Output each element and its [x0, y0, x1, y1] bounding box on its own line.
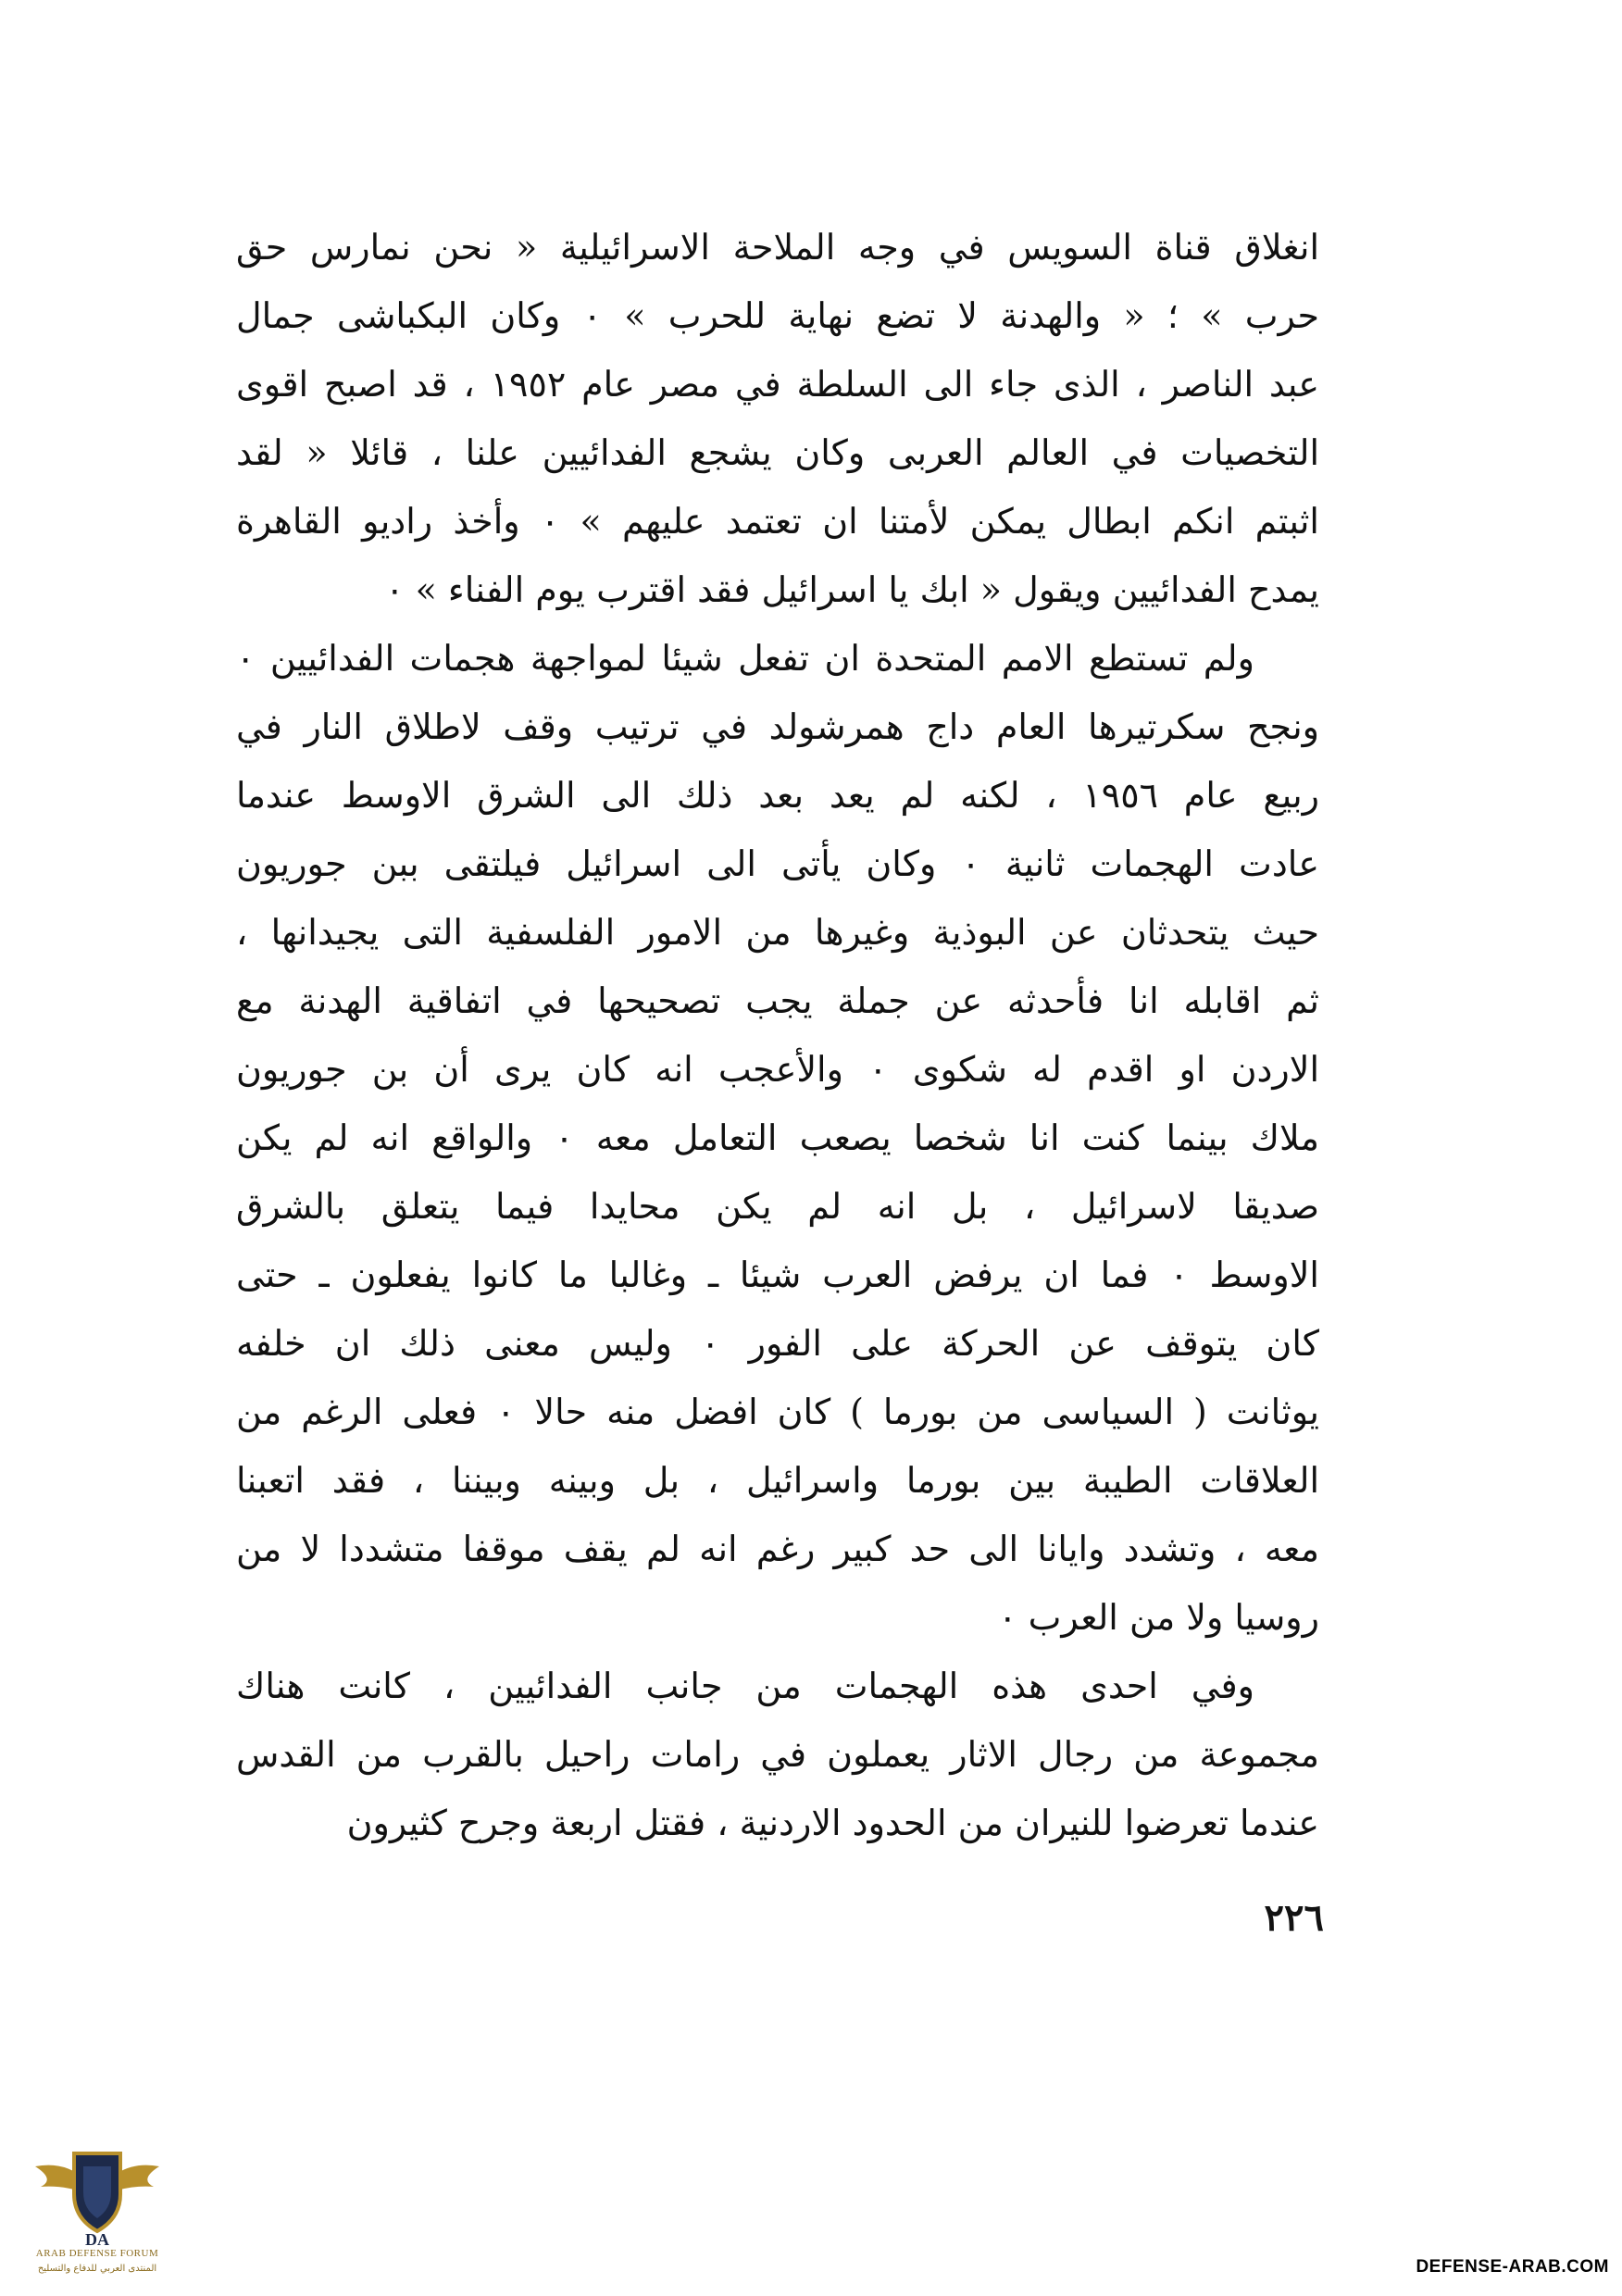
text-line: الاوسط ٠ فما ان يرفض العرب شيئا ـ وغالبا ما كانوا يفعلون ـ حتى [236, 1254, 1319, 1295]
paragraph [236, 1652, 1319, 1857]
footer-url[interactable]: DEFENSE-ARAB.COM [1416, 2257, 1609, 2277]
logo-arabic: المنتدى العربي للدفاع والتسليح [37, 2264, 157, 2274]
text-line: حرب » ؛ « والهدنة لا تضع نهاية للحرب » ٠ وكان البكباشى جمال [236, 295, 1319, 336]
text-line: اثبتم انكم ابطال يمكن لأمتنا ان تعتمد عليهم » ٠ وأخذ راديو القاهرة [236, 501, 1319, 542]
text-line: عندما تعرضوا للنيران من الحدود الاردنية ، فقتل اربعة وجرح كثيرون [346, 1803, 1319, 1843]
text-line: ربيع عام ١٩٥٦ ، لكنه لم يعد بعد ذلك الى الشرق الاوسط عندما [236, 775, 1319, 816]
logo-monogram: DA [85, 2230, 109, 2249]
text-line: ملاك بينما كنت انا شخصا يصعب التعامل معه ٠ والواقع انه لم يكن [236, 1117, 1319, 1158]
text-line: ونجح سكرتيرها العام داج همرشولد في ترتيب وقف لاطلاق النار في [236, 706, 1319, 747]
page-number: ٢٢٦ [1264, 1896, 1324, 1940]
logo-title: ARAB DEFENSE FORUM [35, 2248, 159, 2259]
text-line: يمدح الفدائيين ويقول « ابك يا اسرائيل فقد اقترب يوم الفناء » ٠ [385, 569, 1319, 610]
text-line: صديقا لاسرائيل ، بل انه لم يكن محايدا فيما يتعلق بالشرق [236, 1186, 1319, 1227]
forum-logo [28, 2129, 167, 2287]
text-line: روسيا ولا من العرب ٠ [998, 1597, 1319, 1638]
text-line: عبد الناصر ، الذى جاء الى السلطة في مصر عام ١٩٥٢ ، قد اصبح اقوى [236, 364, 1320, 405]
text-line: التخصيات في العالم العربى وكان يشجع الفدائيين علنا ، قائلا « لقد [236, 432, 1319, 473]
text-line: يوثانت ( السياسى من بورما ) كان افضل منه حالا ٠ فعلى الرغم من [236, 1391, 1319, 1432]
text-line: ولم تستطع الامم المتحدة ان تفعل شيئا لمواجهة هجمات الفدائيين ٠ [236, 638, 1254, 679]
text-line: عادت الهجمات ثانية ٠ وكان يأتى الى اسرائيل فيلتقى ببن جوريون [236, 843, 1319, 884]
paragraph [236, 624, 1319, 1652]
paragraph [236, 213, 1319, 624]
text-line: حيث يتحدثان عن البوذية وغيرها من الامور الفلسفية التى يجيدانها ، [236, 912, 1319, 953]
eagle-shield-icon [28, 2129, 167, 2250]
text-line: مجموعة من رجال الاثار يعملون في رامات راحيل بالقرب من القدس [236, 1734, 1319, 1775]
text-line: ثم اقابله انا فأحدثه عن جملة يجب تصحيحها في اتفاقية الهدنة مع [236, 980, 1319, 1021]
text-line: العلاقات الطيبة بين بورما واسرائيل ، بل وبينه وبيننا ، فقد اتعبنا [236, 1460, 1319, 1501]
page-body [236, 213, 1319, 1857]
text-line: معه ، وتشدد وايانا الى حد كبير رغم انه لم يقف موقفا متشددا لا من [236, 1529, 1319, 1569]
text-line: كان يتوقف عن الحركة على الفور ٠ وليس معنى ذلك ان خلفه [236, 1323, 1320, 1364]
text-line: وفي احدى هذه الهجمات من جانب الفدائيين ، كانت هناك [236, 1666, 1254, 1706]
text-line: انغلاق قناة السويس في وجه الملاحة الاسرائيلية « نحن نمارس حق [236, 227, 1319, 268]
text-line: الاردن او اقدم له شكوى ٠ والأعجب انه كان يرى أن بن جوريون [236, 1049, 1319, 1090]
